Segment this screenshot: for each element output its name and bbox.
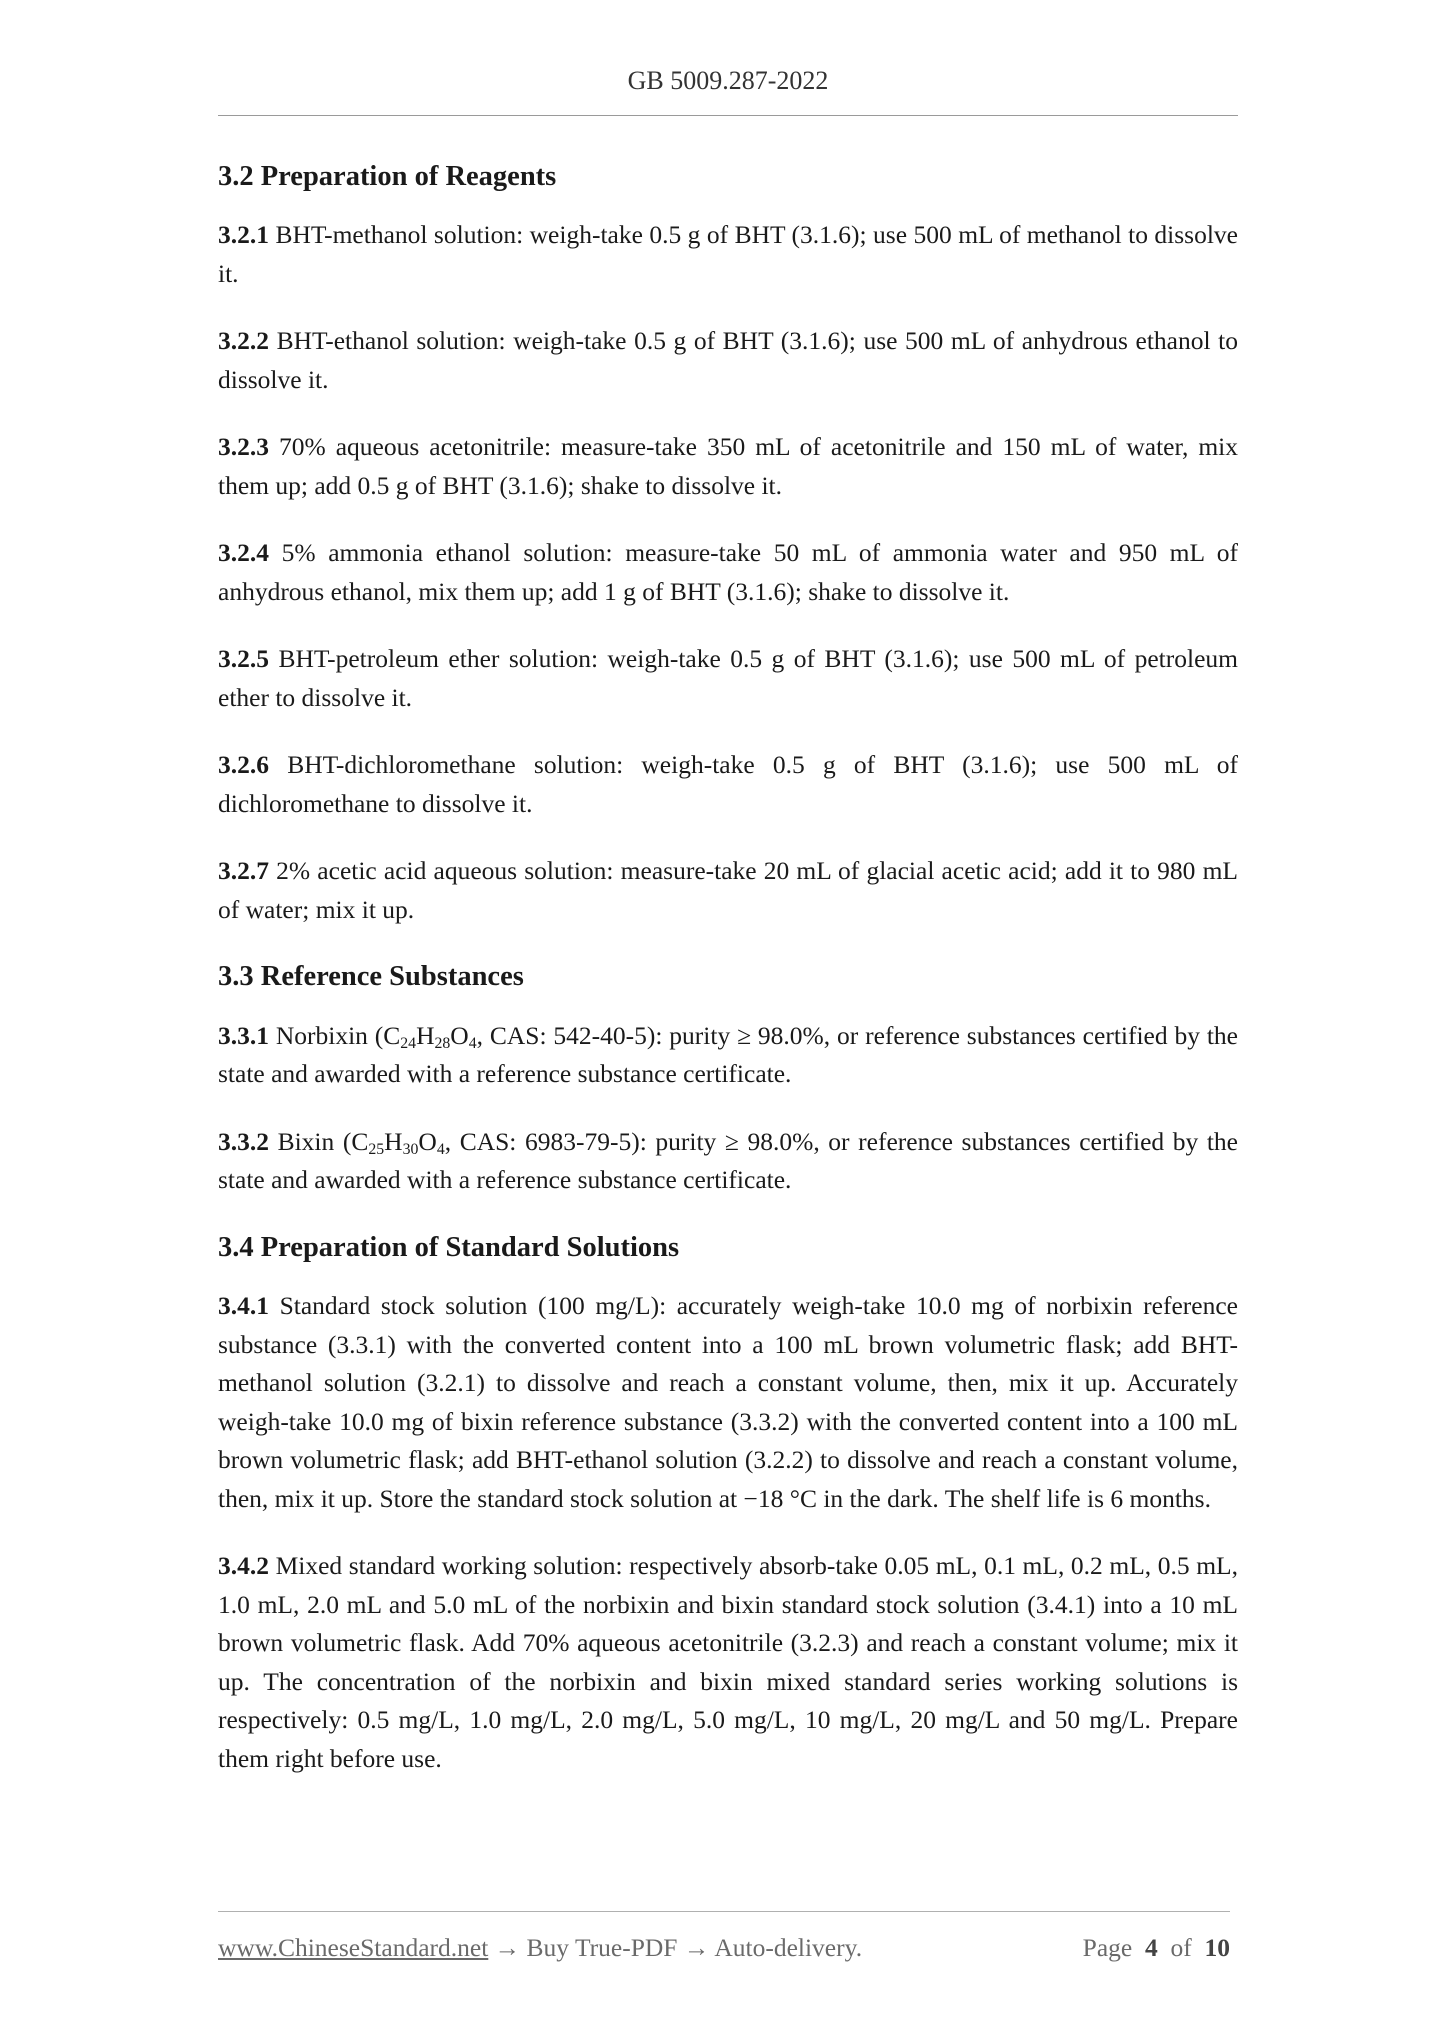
clause-3-3-2 <box>218 1123 1238 1200</box>
clause-text-pre: Norbixin (C <box>269 1020 401 1050</box>
header-divider <box>218 115 1238 116</box>
delivery-text: Auto-delivery. <box>709 1933 863 1962</box>
clause-text: 2% acetic acid aqueous solution: measure-take 20 mL of glacial acetic acid; add it to 980 mL of water; mix it up. <box>218 856 1238 924</box>
page-footer <box>218 1933 1230 1963</box>
clause-text-post: , CAS: 6983-79-5): purity ≥ 98.0%, or reference substances certified by the state and awarded with a reference substance certificate. <box>218 1126 1238 1195</box>
clause-text: Mixed standard working solution: respectively absorb-take 0.05 mL, 0.1 mL, 0.2 mL, 0.5 mL, 1.0 mL, 2.0 mL and 5.0 mL of the norbixin and bixin standard stock solution (3.4.1) into a 10 mL brown volumetric flask. Add 70% aqueous acetonitrile (3.2.3) and reach a constant volume; mix it up. The concentration of the norbixin and bixin mixed standard series working solutions is respectively: 0.5 mg/L, 1.0 mg/L, 2.0 mg/L, 5.0 mg/L, 10 mg/L, 20 mg/L and 50 mg/L. Prepare them right before use. <box>218 1551 1238 1773</box>
clause-3-2-2 <box>218 322 1238 399</box>
formula-subscript: 4 <box>436 1140 445 1158</box>
clause-text: 5% ammonia ethanol solution: measure-take 50 mL of ammonia water and 950 mL of anhydrous ethanol, mix them up; add 1 g of BHT (3.1.6); shake to dissolve it. <box>218 538 1238 606</box>
document-code-header: GB 5009.287-2022 <box>627 66 829 95</box>
clause-3-4-2 <box>218 1547 1238 1778</box>
arrow-right-icon: → <box>683 1933 710 1962</box>
clause-number: 3.2.6 <box>218 750 269 780</box>
clause-number: 3.2.2 <box>218 326 269 356</box>
clause-text-pre: Bixin (C <box>269 1126 369 1156</box>
clause-3-2-3 <box>218 428 1238 505</box>
clause-3-2-1 <box>218 216 1238 293</box>
clause-text: BHT-ethanol solution: weigh-take 0.5 g of BHT (3.1.6); use 500 mL of anhydrous ethanol to dissolve it. <box>218 326 1238 394</box>
clause-number: 3.3.2 <box>218 1126 269 1156</box>
clause-3-2-5 <box>218 640 1238 717</box>
formula-element: H <box>416 1020 435 1050</box>
formula-element: O <box>418 1126 437 1156</box>
footer-promo <box>218 1933 862 1963</box>
clause-number: 3.4.1 <box>218 1291 269 1321</box>
section-heading-3-3: 3.3 Reference Substances <box>218 961 524 993</box>
page-number: 4 <box>1145 1933 1158 1962</box>
of-label: of <box>1170 1933 1192 1962</box>
clause-number: 3.2.1 <box>218 220 269 250</box>
formula-subscript: 30 <box>402 1140 419 1158</box>
section-heading-3-4: 3.4 Preparation of Standard Solutions <box>218 1231 680 1263</box>
clause-3-2-7 <box>218 852 1238 929</box>
clause-text: BHT-petroleum ether solution: weigh-take 0.5 g of BHT (3.1.6); use 500 mL of petroleum ether to dissolve it. <box>218 644 1238 712</box>
formula-subscript: 24 <box>400 1034 417 1052</box>
formula-subscript: 25 <box>368 1140 385 1158</box>
clause-text: BHT-methanol solution: weigh-take 0.5 g of BHT (3.1.6); use 500 mL of methanol to dissolve it. <box>218 220 1238 288</box>
clause-text-post: , CAS: 542-40-5): purity ≥ 98.0%, or reference substances certified by the state and awarded with a reference substance certificate. <box>218 1020 1238 1089</box>
page-indicator <box>1083 1933 1230 1963</box>
document-body <box>218 158 1238 1807</box>
footer-divider <box>218 1911 1230 1912</box>
formula-element: H <box>384 1126 403 1156</box>
buy-text: Buy True-PDF <box>520 1933 684 1962</box>
clause-number: 3.2.3 <box>218 432 269 462</box>
formula-element: O <box>450 1020 469 1050</box>
clause-3-3-1 <box>218 1017 1238 1094</box>
clause-text: Standard stock solution (100 mg/L): accurately weigh-take 10.0 mg of norbixin reference substance (3.3.1) with the converted content into a 100 mL brown volumetric flask; add BHT-methanol solution (3.2.1) to dissolve and reach a constant volume, then, mix it up. Accurately weigh-take 10.0 mg of bixin reference substance (3.3.2) with the converted content into a 100 mL brown volumetric flask; add BHT-ethanol solution (3.2.2) to dissolve and reach a constant volume, then, mix it up. Store the standard stock solution at −18 °C in the dark. The shelf life is 6 months. <box>218 1291 1238 1513</box>
clause-3-4-1 <box>218 1287 1238 1518</box>
clause-3-2-6 <box>218 746 1238 823</box>
clause-text: 70% aqueous acetonitrile: measure-take 350 mL of acetonitrile and 150 mL of water, mix them up; add 0.5 g of BHT (3.1.6); shake to dissolve it. <box>218 432 1238 500</box>
clause-number: 3.2.5 <box>218 644 269 674</box>
clause-number: 3.2.4 <box>218 538 269 568</box>
page-label: Page <box>1082 1933 1133 1962</box>
formula-subscript: 4 <box>468 1034 477 1052</box>
page-total: 10 <box>1204 1933 1230 1962</box>
clause-number: 3.4.2 <box>218 1551 269 1581</box>
formula-subscript: 28 <box>434 1034 451 1052</box>
section-heading-3-2: 3.2 Preparation of Reagents <box>218 161 557 192</box>
arrow-right-icon: → <box>494 1933 521 1962</box>
clause-3-2-4 <box>218 534 1238 611</box>
website-link[interactable]: www.ChineseStandard.net <box>218 1933 489 1962</box>
clause-text: BHT-dichloromethane solution: weigh-take 0.5 g of BHT (3.1.6); use 500 mL of dichloromethane to dissolve it. <box>218 750 1238 818</box>
clause-number: 3.2.7 <box>218 856 269 886</box>
clause-number: 3.3.1 <box>218 1020 269 1050</box>
